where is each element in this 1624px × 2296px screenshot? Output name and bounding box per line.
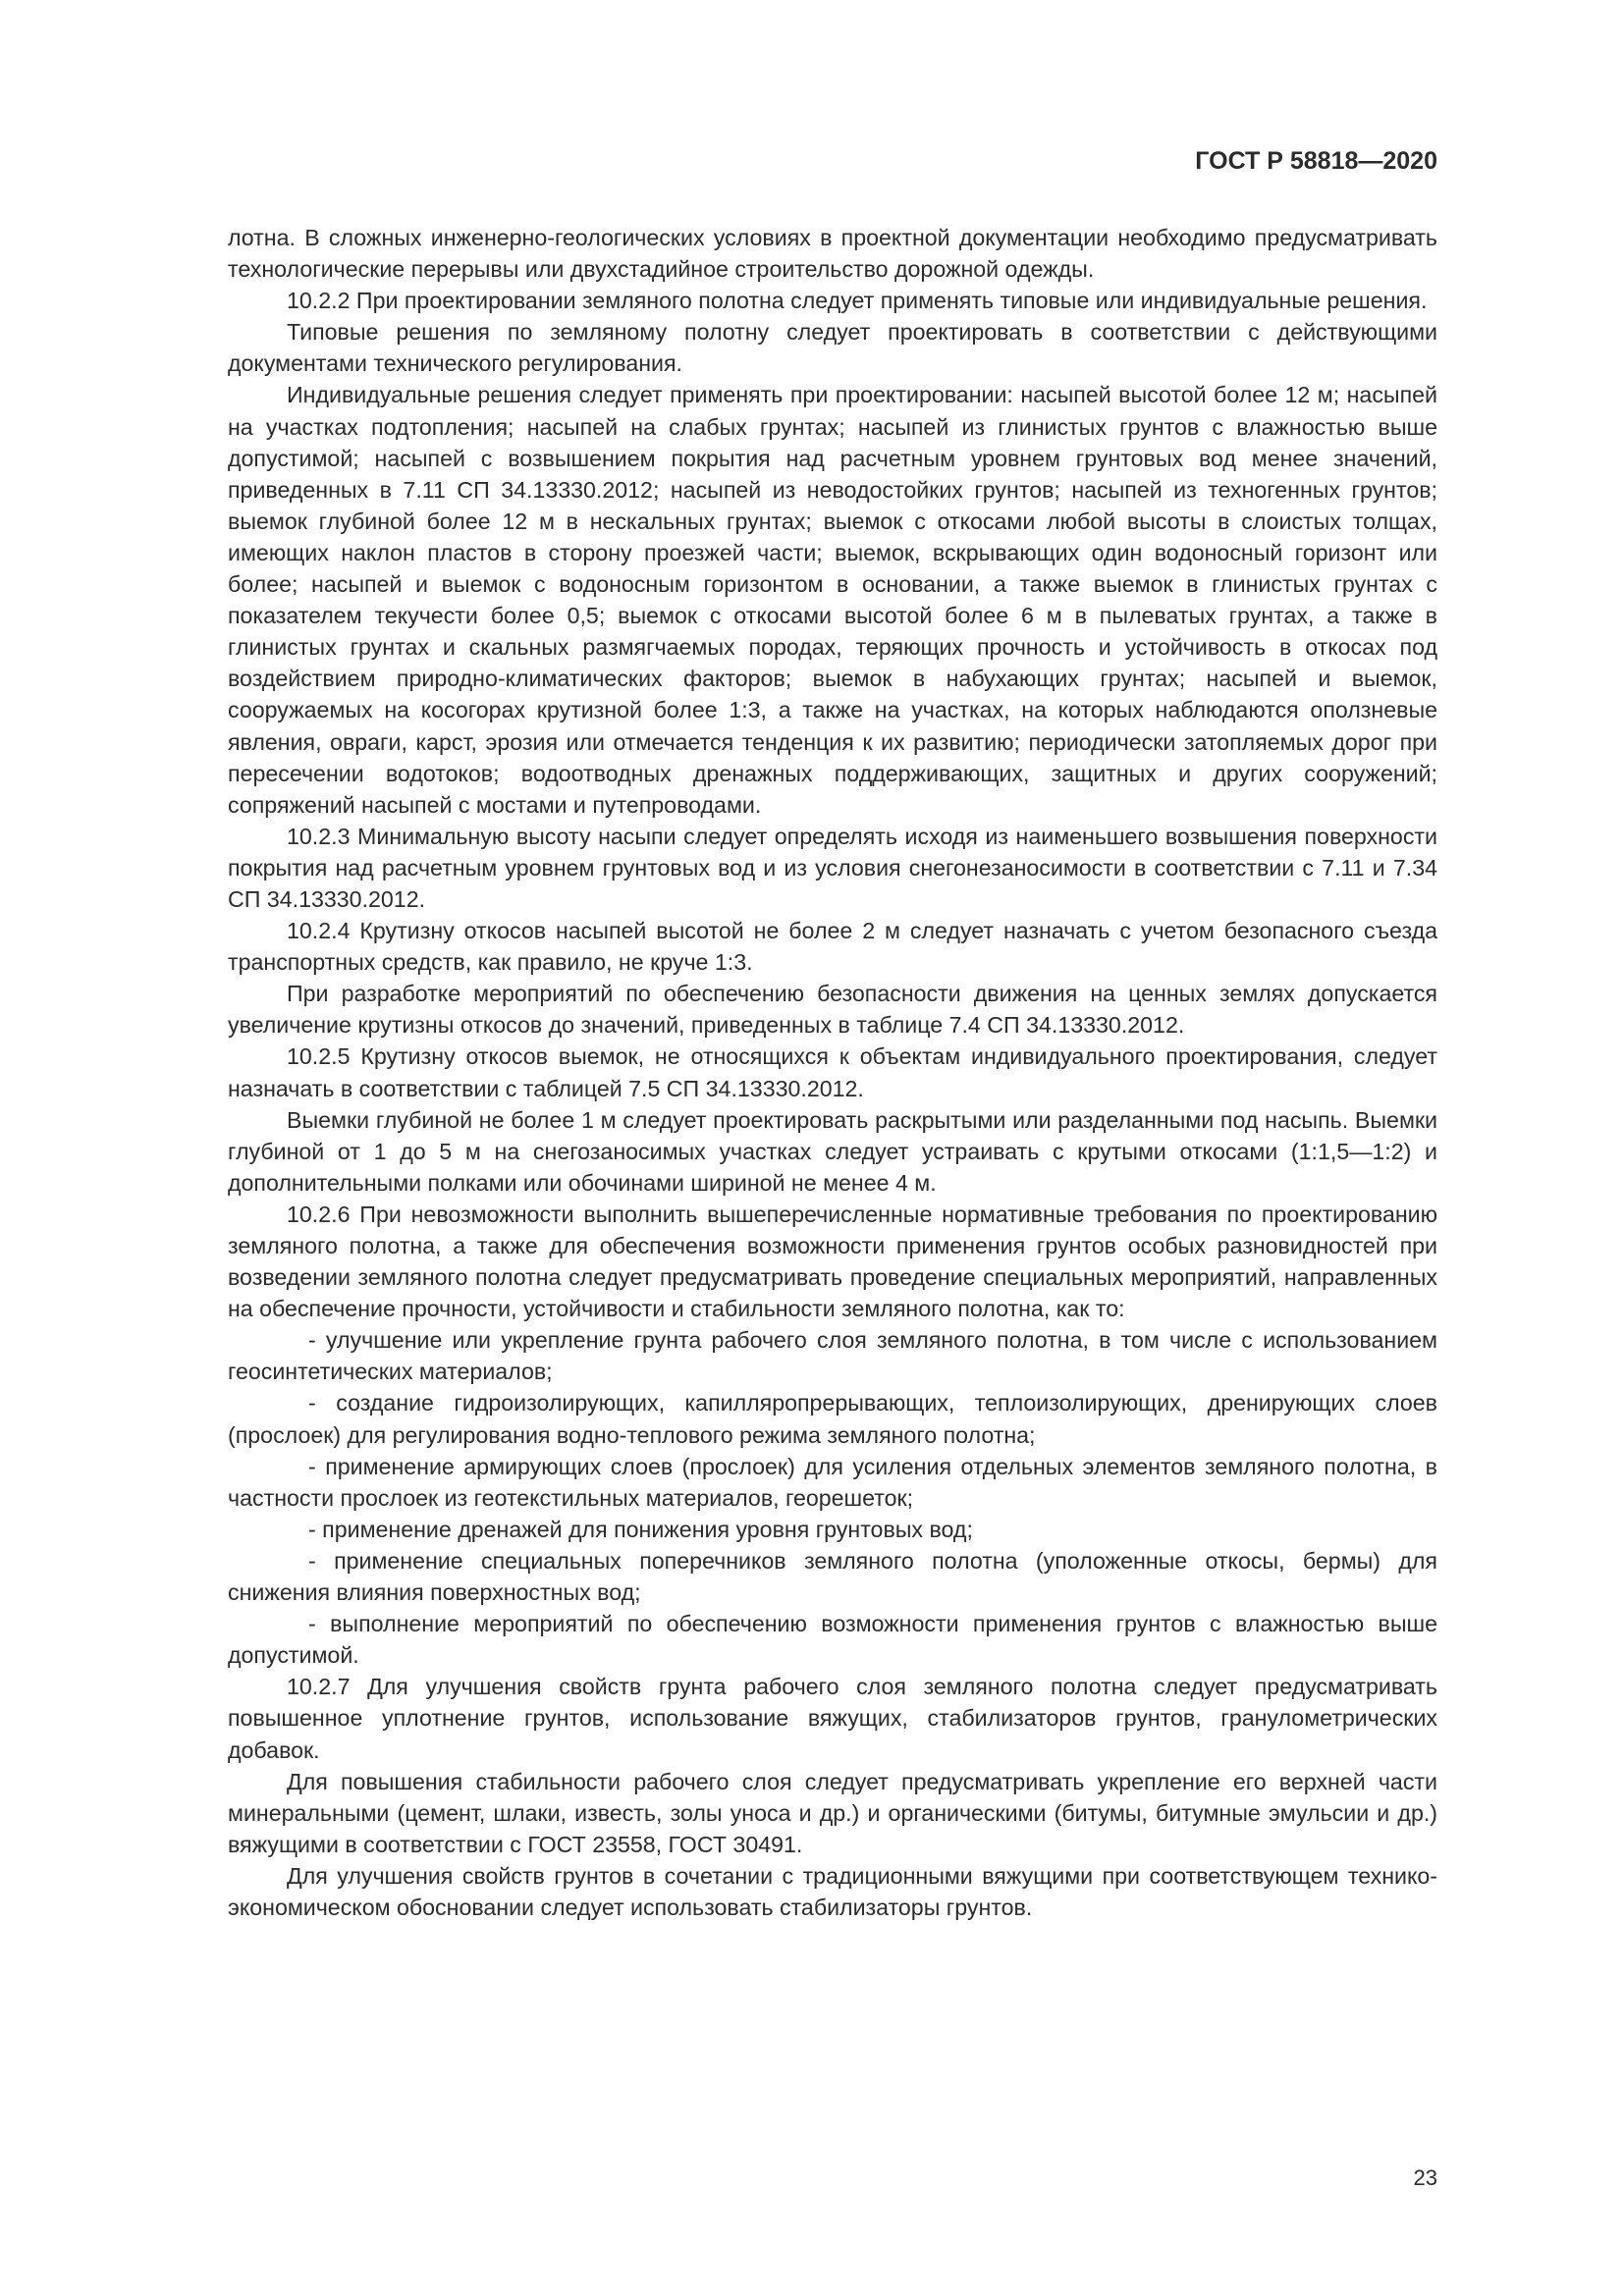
- paragraph: Выемки глубиной не более 1 м следует проектировать раскрытыми или разделанными под насыпь. Выемки глубиной от 1 до 5 м на снегозаносимых участках следует устраивать с крутыми откосами (1:1,5—1:2) и дополнительными полками или обочинами шириной не менее 4 м.: [228, 1106, 1437, 1196]
- paragraph: Для повышения стабильности рабочего слоя следует предусматривать укрепление его верхней части минеральными (цемент, шлаки, известь, золы уноса и др.) и органическими (битумы, битумные эмульсии и др.) вяжущими в соответствии с ГОСТ 23558, ГОСТ 30491.: [228, 1768, 1437, 1857]
- paragraph: При разработке мероприятий по обеспечению безопасности движения на ценных землях допускается увеличение крутизны откосов до значений, приведенных в таблице 7.4 СП 34.13330.2012.: [228, 981, 1437, 1039]
- paragraph: 10.2.6 При невозможности выполнить вышеперечисленные нормативные требования по проектированию земляного полотна, а также для обеспечения возможности применения грунтов особых разновидностей при возведении земляного полотна следует предусматривать проведение специальных мероприятий, направленных на обеспечение прочности, устойчивости и стабильности земляного полотна, как то:: [228, 1201, 1437, 1322]
- page-number: 23: [1413, 2165, 1437, 2190]
- list-item: - применение специальных поперечников земляного полотна (уположенные откосы, бермы) для снижения влияния поверхностных вод;: [228, 1547, 1437, 1606]
- paragraph: 10.2.4 Крутизну откосов насыпей высотой не более 2 м следует назначать с учетом безопасного съезда транспортных средств, как правило, не круче 1:3.: [228, 918, 1437, 976]
- paragraph: Типовые решения по земляному полотну следует проектировать в соответствии с действующими документами технического регулирования.: [228, 319, 1437, 377]
- paragraph: 10.2.2 При проектировании земляного полотна следует применять типовые или индивидуальные решения.: [287, 288, 1428, 314]
- list-item: - применение дренажей для понижения уровня грунтовых вод;: [308, 1516, 973, 1542]
- paragraph: Индивидуальные решения следует применять при проектировании: насыпей высотой более 12 м; насыпей на участках подтопления; насыпей на слабых грунтах; насыпей из глинистых грунтов с влажностью выше допустимой; насыпей с возвышением покрытия над расчетным уровнем грунтовых вод менее значений, приведенных в 7.11 СП 34.13330.2012; насыпей из неводостойких грунтов; насыпей из техногенных грунтов; выемок глубиной более 12 м в нескальных грунтах; выемок с откосами любой высоты в слоистых толщах, имеющих наклон пластов в сторону проезжей части; выемок, вскрывающих один водоносный горизонт или более; насыпей и выемок с водоносным горизонтом в основании, а также выемок в глинистых грунтах с показателем текучести более 0,5; выемок с откосами высотой более 6 м в пылеватых грунтах, а также в глинистых грунтах и скальных размягчаемых породах, теряющих прочность и устойчивость в откосах под воздействием природно-климатических факторов; выемок в набухающих грунтах; насыпей и выемок, сооружаемых на косогорах крутизной более 1:3, а также на участках, на которых наблюдаются оползневые явления, овраги, карст, эрозия или отмечается тенденция к их развитию; периодически затопляемых дорог при пересечении водотоков; водоотводных дренажных поддерживающих, защитных и других сооружений; сопряжений насыпей с мостами и путепроводами.: [228, 382, 1437, 818]
- paragraph: Для улучшения свойств грунтов в сочетании с традиционными вяжущими при соответствующем технико-экономическом обосновании следует использовать стабилизаторы грунтов.: [228, 1862, 1437, 1920]
- document-body: [228, 222, 1437, 1923]
- list-item: - создание гидроизолирующих, капилляропрерывающих, теплоизолирующих, дренирующих слоев (прослоек) для регулирования водно-теплового режима земляного полотна;: [228, 1390, 1437, 1448]
- paragraph: лотна. В сложных инженерно-геологических условиях в проектной документации необходимо предусматривать технологические перерывы или двухстадийное строительство дорожной одежды.: [228, 225, 1437, 283]
- paragraph: 10.2.7 Для улучшения свойств грунта рабочего слоя земляного полотна следует предусматривать повышенное уплотнение грунтов, использование вяжущих, стабилизаторов грунтов, гранулометрических добавок.: [228, 1674, 1437, 1763]
- paragraph: 10.2.5 Крутизну откосов выемок, не относящихся к объектам индивидуального проектирования, следует назначать в соответствии с таблицей 7.5 СП 34.13330.2012.: [228, 1043, 1437, 1101]
- list-item: - применение армирующих слоев (прослоек) для усиления отдельных элементов земляного полотна, в частности прослоек из геотекстильных материалов, георешеток;: [228, 1453, 1437, 1511]
- list-item: - улучшение или укрепление грунта рабочего слоя земляного полотна, в том числе с использованием геосинтетических материалов;: [228, 1327, 1437, 1385]
- document-id-header: ГОСТ Р 58818—2020: [1195, 147, 1437, 175]
- list-item: - выполнение мероприятий по обеспечению возможности применения грунтов с влажностью выше допустимой.: [228, 1611, 1437, 1669]
- paragraph: 10.2.3 Минимальную высоту насыпи следует определять исходя из наименьшего возвышения поверхности покрытия над расчетным уровнем грунтовых вод и из условия снегонезаносимости в соответствии с 7.11 и 7.34 СП 34.13330.2012.: [228, 823, 1437, 912]
